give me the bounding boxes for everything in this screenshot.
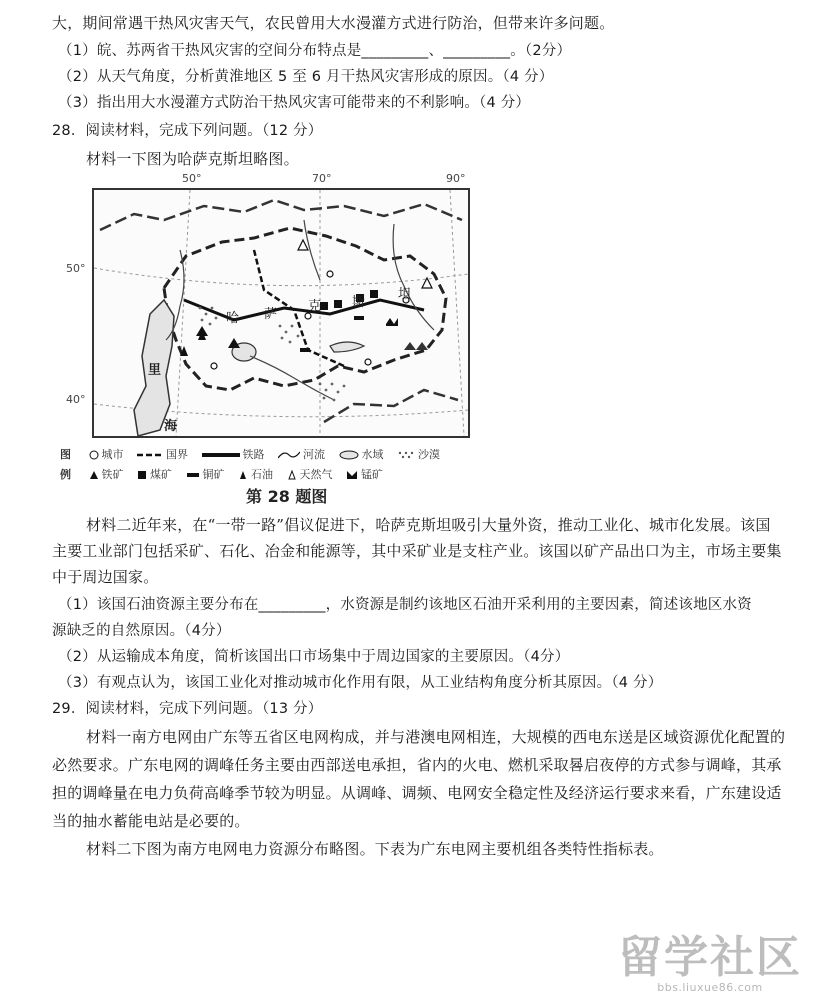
map-label-li: 里 — [148, 363, 162, 378]
legend-iron: 铁矿 — [89, 466, 124, 482]
q29-material1-line4: 当的抽水蓄能电站是必要的。 — [52, 812, 250, 830]
q27-sub1: （1）皖、苏两省干热风灾害的空间分布特点是_________、_________。（2分） — [58, 43, 572, 59]
legend-river: 河流 — [278, 446, 325, 462]
q27-sub2: （2）从天气角度，分析黄淮地区 5 至 6 月干热风灾害形成的原因。（4 分） — [58, 69, 554, 85]
watermark-url: bbs.liuxue86.com — [657, 981, 763, 994]
kazakhstan-map — [92, 188, 470, 438]
q27-sub3: （3）指出用大水漫灌方式防治干热风灾害可能带来的不利影响。（4 分） — [58, 95, 531, 111]
river-syr — [250, 356, 334, 400]
q29-material1-line3: 担的调峰量在电力负荷高峰季节较为明显。从调峰、调频、电网安全稳定性及经济运行要求来看，广东建设适 — [52, 784, 782, 802]
q28-header: 28．阅读材料，完成下列问题。（12 分） — [52, 123, 323, 139]
oil-symbol-icon — [238, 470, 248, 480]
desert-2 — [279, 325, 300, 344]
coal-mines — [320, 290, 378, 310]
legend-city: 城市 — [89, 446, 124, 462]
legend-railway: 铁路 — [202, 446, 265, 462]
site-watermark — [618, 932, 802, 994]
lake-balkhash — [330, 342, 364, 352]
q29-material1-line1: 材料一南方电网由广东等五省区电网构成，并与港澳电网相连，大规模的西电东送是区域资源优化配置的 — [86, 728, 786, 746]
q28-material2-line2: 主要工业部门包括采矿、石化、冶金和能源等，其中采矿业是支柱产业。该国以矿产品出口为主，市场主要集 — [52, 542, 782, 560]
water-symbol-icon — [339, 450, 359, 460]
legend-copper: 铜矿 — [186, 466, 225, 482]
gas-symbol-icon — [287, 470, 297, 480]
legend-row-2 — [60, 466, 393, 482]
figure-caption: 第 28 题图 — [246, 487, 328, 506]
map-label-ha: 哈 — [226, 311, 240, 326]
railway-symbol-icon — [202, 451, 240, 459]
mountains — [404, 342, 428, 350]
border-north — [100, 200, 462, 230]
q28-material2-line3: 中于周边国家。 — [52, 568, 159, 586]
lon-label-90: 90° — [446, 172, 466, 185]
legend-head-1: 图 — [60, 448, 71, 461]
q28-sub2: （2）从运输成本角度，简析该国出口市场集中于周边国家的主要原因。（4分） — [58, 649, 570, 665]
q29-material1-line2: 必然要求。广东电网的调峰任务主要由西部送电承担，省内的火电、燃机采取晷启夜停的方式参与调峰，其承 — [52, 756, 782, 774]
q29-header: 29．阅读材料，完成下列问题。（13 分） — [52, 701, 323, 717]
legend-water: 水域 — [339, 446, 384, 462]
map-label-tan: 坦 — [398, 287, 412, 302]
manganese-symbol-icon — [346, 470, 358, 480]
map-label-ke: 克 — [308, 299, 322, 314]
manganese-mines — [386, 318, 398, 326]
copper-symbol-icon — [186, 470, 200, 480]
desert-symbol-icon — [397, 450, 415, 460]
legend-row-1 — [60, 446, 450, 462]
q28-material1: 材料一下图为哈萨克斯坦略图。 — [86, 150, 299, 168]
q28-sub3: （3）有观点认为，该国工业化对推动城市化作用有限，从工业结构角度分析其原因。（4 分） — [58, 675, 663, 691]
legend-coal: 煤矿 — [137, 466, 172, 482]
q28-material2-line1: 材料二近年来，在“一带一路”倡议促进下，哈萨克斯坦吸引大量外资，推动工业化、城市化发展。该国 — [86, 516, 771, 534]
railway-1 — [184, 300, 424, 320]
river-irtysh — [393, 224, 434, 330]
legend-manganese: 锰矿 — [346, 466, 383, 482]
q28-sub1-line1: （1）该国石油资源主要分布在_________，水资源是制约该地区石油开采利用的主要因素，简述该地区水资 — [58, 597, 752, 613]
map-label-si: 斯 — [352, 295, 366, 310]
coal-symbol-icon — [137, 470, 147, 480]
lat-label-40: 40° — [66, 393, 86, 406]
legend-head-2: 例 — [60, 468, 71, 481]
oil-fields — [180, 330, 206, 356]
legend-border: 国界 — [137, 446, 188, 462]
iron-symbol-icon — [89, 470, 99, 480]
legend-oil: 石油 — [238, 466, 273, 482]
border-south — [324, 390, 458, 422]
lon-label-50: 50° — [182, 172, 202, 185]
q27-continuation: 大，期间常遇干热风灾害天气，农民曾用大水漫灌方式进行防治，但带来许多问题。 — [52, 14, 615, 32]
watermark-logo: 留学社区 — [618, 932, 802, 983]
q29-material2: 材料二下图为南方电网电力资源分布略图。下表为广东电网主要机组各类特性指标表。 — [86, 840, 664, 858]
legend-desert: 沙漠 — [397, 446, 440, 462]
city-symbol-icon — [89, 450, 99, 460]
graticule-lat-50 — [94, 268, 468, 286]
q28-sub1-line2: 源缺乏的自然原因。（4分） — [52, 623, 231, 639]
river-symbol-icon — [278, 450, 300, 460]
border-symbol-icon — [137, 451, 163, 459]
map-label-sa: 萨 — [264, 307, 278, 322]
lon-label-70: 70° — [312, 172, 332, 185]
map-svg — [94, 190, 468, 436]
map-label-hai: 海 — [164, 419, 178, 434]
legend-gas: 天然气 — [287, 466, 333, 482]
lat-label-50: 50° — [66, 262, 86, 275]
